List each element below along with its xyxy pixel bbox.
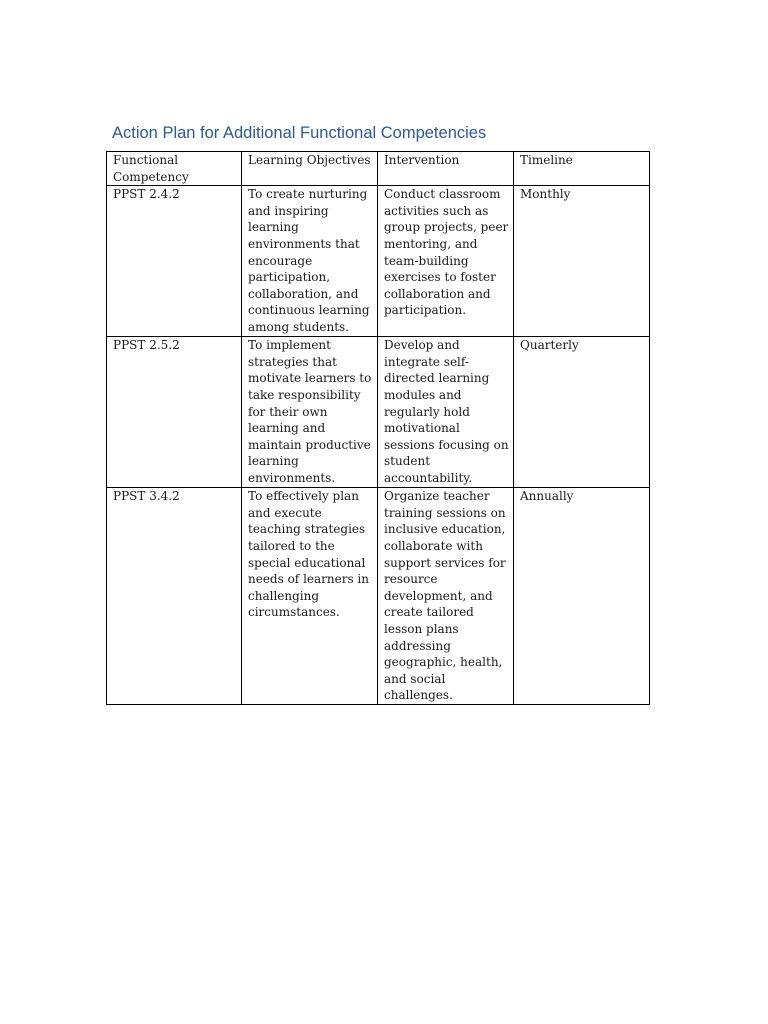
timeline-cell: Monthly bbox=[514, 186, 650, 337]
learning-objective-cell: To effectively plan and execute teaching strategies tailored to the special educational needs of learners in challenging circumstances. bbox=[242, 488, 378, 705]
header-intervention: Intervention bbox=[378, 152, 514, 186]
intervention-cell: Organize teacher training sessions on inclusive education, collaborate with support services for resource development, and create tailored lesson plans addressing geographic, health, and social challenges. bbox=[378, 488, 514, 705]
learning-objective-cell: To implement strategies that motivate learners to take responsibility for their own learning and maintain productive learning environments. bbox=[242, 337, 378, 488]
table-row bbox=[107, 337, 650, 488]
table-header-row bbox=[107, 152, 650, 186]
timeline-cell: Quarterly bbox=[514, 337, 650, 488]
competency-cell: PPST 2.4.2 bbox=[107, 186, 242, 337]
page-title: Action Plan for Additional Functional Competencies bbox=[112, 124, 487, 142]
action-plan-table bbox=[106, 151, 650, 705]
header-timeline: Timeline bbox=[514, 152, 650, 186]
timeline-cell: Annually bbox=[514, 488, 650, 705]
header-functional-competency: Functional Competency bbox=[107, 152, 242, 186]
intervention-cell: Develop and integrate self-directed learning modules and regularly hold motivational sessions focusing on student accountability. bbox=[378, 337, 514, 488]
table-row bbox=[107, 186, 650, 337]
header-learning-objectives: Learning Objectives bbox=[242, 152, 378, 186]
intervention-cell: Conduct classroom activities such as group projects, peer mentoring, and team-building exercises to foster collaboration and participation. bbox=[378, 186, 514, 337]
learning-objective-cell: To create nurturing and inspiring learning environments that encourage participation, collaboration, and continuous learning among students. bbox=[242, 186, 378, 337]
competency-cell: PPST 2.5.2 bbox=[107, 337, 242, 488]
table-row bbox=[107, 488, 650, 705]
competency-cell: PPST 3.4.2 bbox=[107, 488, 242, 705]
